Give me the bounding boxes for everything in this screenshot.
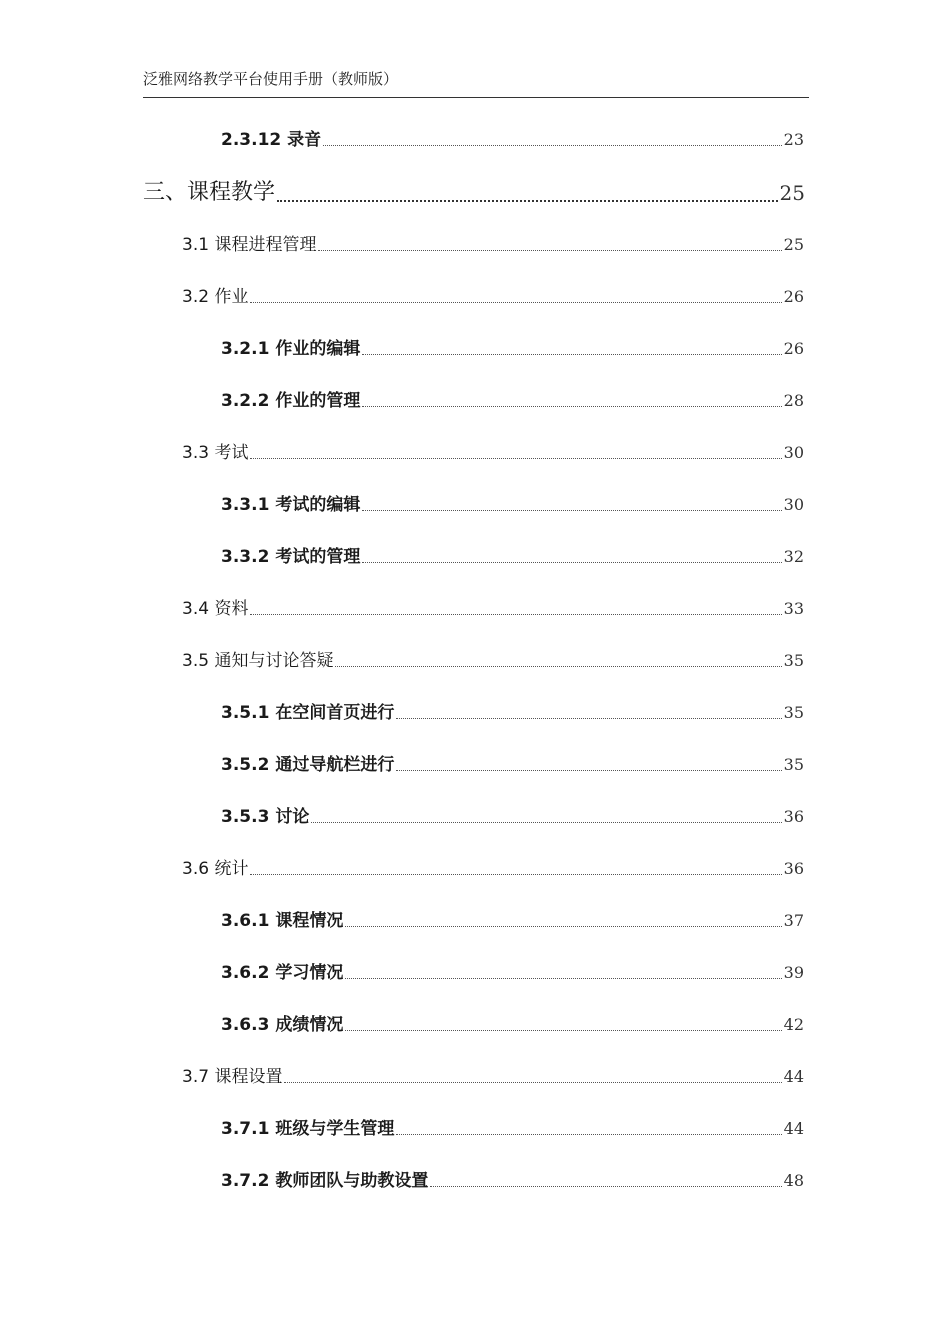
toc-dot-leader xyxy=(430,1186,781,1187)
toc-entry[interactable] xyxy=(221,1015,804,1035)
toc-entry[interactable] xyxy=(221,339,804,359)
toc-dot-leader xyxy=(345,926,781,927)
toc-entry[interactable] xyxy=(221,495,804,515)
toc-entry-page-number: 32 xyxy=(783,547,804,566)
toc-entry-page-number: 35 xyxy=(783,755,804,774)
toc-entry-page-number: 30 xyxy=(783,443,804,462)
toc-entry-title: 3.5.1 在空间首页进行 xyxy=(221,703,395,723)
toc-dot-leader xyxy=(362,406,781,407)
toc-dot-leader xyxy=(277,200,778,202)
toc-entry[interactable] xyxy=(221,755,804,775)
toc-entry[interactable] xyxy=(182,443,804,463)
toc-entry-page-number: 39 xyxy=(783,963,804,982)
toc-entry-page-number: 36 xyxy=(783,859,804,878)
toc-entry[interactable] xyxy=(221,703,804,723)
toc-entry-title: 3.3.2 考试的管理 xyxy=(221,547,361,567)
toc-entry-page-number: 26 xyxy=(783,287,804,306)
toc-dot-leader xyxy=(284,1082,781,1083)
toc-entry-page-number: 44 xyxy=(783,1119,804,1138)
toc-entry-title: 3.5 通知与讨论答疑 xyxy=(182,651,334,671)
toc-entry[interactable] xyxy=(182,599,804,619)
toc-entry[interactable] xyxy=(221,130,804,150)
toc-dot-leader xyxy=(250,874,781,875)
toc-dot-leader xyxy=(396,718,781,719)
toc-entry-title: 3.6.2 学习情况 xyxy=(221,963,344,983)
toc-entry-title: 3.5.3 讨论 xyxy=(221,807,310,827)
toc-entry-title: 3.3 考试 xyxy=(182,443,249,463)
running-header: 泛雅网络教学平台使用手册（教师版） xyxy=(143,70,399,88)
toc-entry-page-number: 36 xyxy=(783,807,804,826)
toc-entry-title: 3.6.3 成绩情况 xyxy=(221,1015,344,1035)
toc-entry[interactable] xyxy=(221,1171,804,1191)
toc-entry-page-number: 26 xyxy=(783,339,804,358)
toc-dot-leader xyxy=(362,354,781,355)
toc-entry-title: 3.7.2 教师团队与助教设置 xyxy=(221,1171,429,1191)
toc-entry-page-number: 44 xyxy=(783,1067,804,1086)
toc-entry[interactable] xyxy=(143,180,805,206)
toc-entry-title: 3.2.1 作业的编辑 xyxy=(221,339,361,359)
toc-entry-title: 3.6.1 课程情况 xyxy=(221,911,344,931)
toc-dot-leader xyxy=(335,666,781,667)
toc-entry[interactable] xyxy=(182,651,804,671)
toc-entry[interactable] xyxy=(182,1067,804,1087)
toc-entry[interactable] xyxy=(182,859,804,879)
toc-dot-leader xyxy=(362,510,781,511)
toc-entry-title: 3.4 资料 xyxy=(182,599,249,619)
toc-dot-leader xyxy=(318,250,781,251)
toc-entry-title: 3.1 课程进程管理 xyxy=(182,235,317,255)
toc-entry-page-number: 25 xyxy=(779,181,805,205)
toc-entry[interactable] xyxy=(221,391,804,411)
toc-entry-page-number: 23 xyxy=(783,130,804,149)
toc-dot-leader xyxy=(311,822,781,823)
toc-entry-page-number: 33 xyxy=(783,599,804,618)
toc-entry-title: 3.6 统计 xyxy=(182,859,249,879)
header-divider xyxy=(143,97,809,98)
toc-entry[interactable] xyxy=(221,1119,804,1139)
toc-entry-title: 3.7 课程设置 xyxy=(182,1067,283,1087)
toc-entry-page-number: 28 xyxy=(783,391,804,410)
toc-entry[interactable] xyxy=(221,807,804,827)
toc-entry-title: 3.7.1 班级与学生管理 xyxy=(221,1119,395,1139)
toc-entry-title: 3.3.1 考试的编辑 xyxy=(221,495,361,515)
toc-entry-title: 3.2 作业 xyxy=(182,287,249,307)
toc-dot-leader xyxy=(396,770,781,771)
toc-dot-leader xyxy=(250,614,781,615)
toc-entry-page-number: 35 xyxy=(783,651,804,670)
toc-entry-title: 三、课程教学 xyxy=(143,180,276,205)
toc-entry[interactable] xyxy=(221,547,804,567)
toc-entry-title: 2.3.12 录音 xyxy=(221,130,322,150)
toc-entry[interactable] xyxy=(182,235,804,255)
toc-entry-page-number: 35 xyxy=(783,703,804,722)
toc-entry[interactable] xyxy=(221,963,804,983)
toc-entry-title: 3.2.2 作业的管理 xyxy=(221,391,361,411)
toc-entry-page-number: 25 xyxy=(783,235,804,254)
toc-entry-page-number: 30 xyxy=(783,495,804,514)
toc-entry-page-number: 42 xyxy=(783,1015,804,1034)
toc-dot-leader xyxy=(345,1030,781,1031)
toc-dot-leader xyxy=(250,458,781,459)
toc-entry-title: 3.5.2 通过导航栏进行 xyxy=(221,755,395,775)
toc-entry-page-number: 37 xyxy=(783,911,804,930)
toc-entry[interactable] xyxy=(182,287,804,307)
toc-entry-page-number: 48 xyxy=(783,1171,804,1190)
toc-dot-leader xyxy=(250,302,781,303)
toc-entry[interactable] xyxy=(221,911,804,931)
toc-dot-leader xyxy=(323,145,781,146)
toc-dot-leader xyxy=(396,1134,781,1135)
toc-dot-leader xyxy=(362,562,781,563)
toc-dot-leader xyxy=(345,978,781,979)
